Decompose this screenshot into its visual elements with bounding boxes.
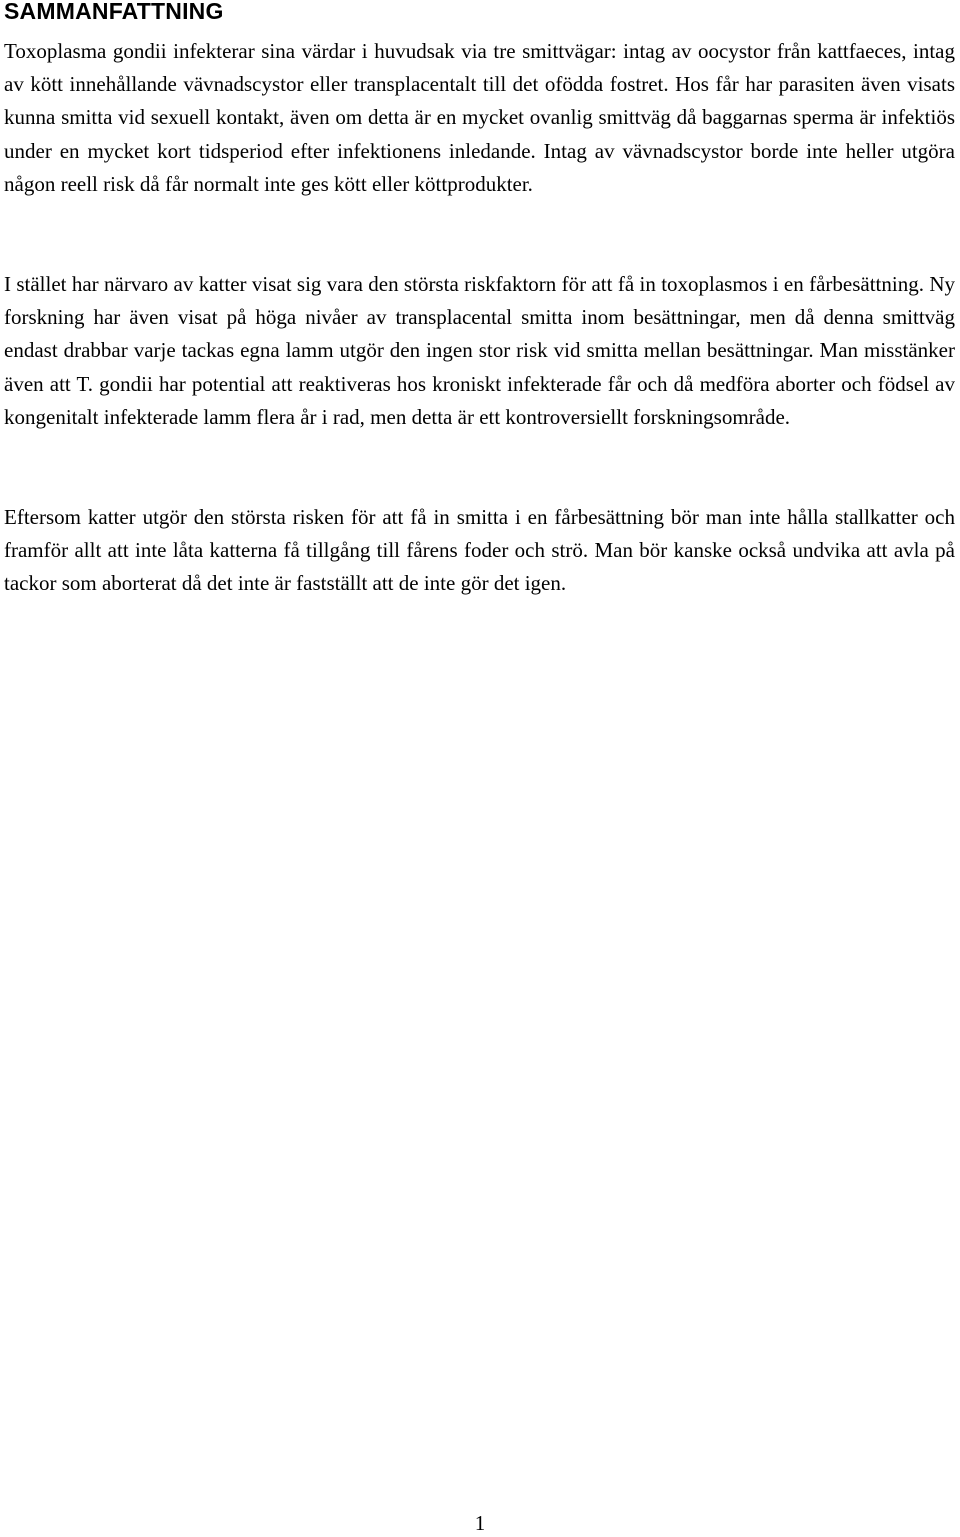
paragraph-1: Toxoplasma gondii infekterar sina värdar i huvudsak via tre smittvägar: intag av oocystor från kattfaeces, intag av kött innehållande vävnadscystor eller transplacentalt till det ofödda fostret. Hos får har parasiten även visats kunna smitta vid sexuell kontakt, även om detta är en mycket ovanlig smittväg då baggarnas sperma är infektiös under en mycket kort tidsperiod efter infektionens inledande. Intag av vävnadscystor borde inte heller utgöra någon reell risk då får normalt inte ges kött eller köttprodukter. <box>4 39 955 196</box>
section-heading: SAMMANFATTNING <box>4 0 224 24</box>
page-number: 1 <box>474 1511 486 1535</box>
paragraph-2: I stället har närvaro av katter visat sig vara den största riskfaktorn för att få in toxoplasmos i en fårbesättning. Ny forskning har även visat på höga nivåer av transplacental smitta inom besättningar, men då denna smittväg endast drabbar varje tackas egna lamm utgör den ingen stor risk vid smitta mellan besättningar. Man misstänker även att T. gondii har potential att reaktiveras hos kroniskt infekterade får och då medföra aborter och födsel av kongenitalt infekterade lamm flera år i rad, men detta är ett kontroversiellt forskningsområde. <box>4 272 955 429</box>
paragraph-3: Eftersom katter utgör den största risken för att få in smitta i en fårbesättning bör man inte hålla stallkatter och framför allt att inte låta katterna få tillgång till fårens foder och strö. Man bör kanske också undvika att avla på tackor som aborterat då det inte är fastställt att de inte gör det igen. <box>4 505 955 596</box>
